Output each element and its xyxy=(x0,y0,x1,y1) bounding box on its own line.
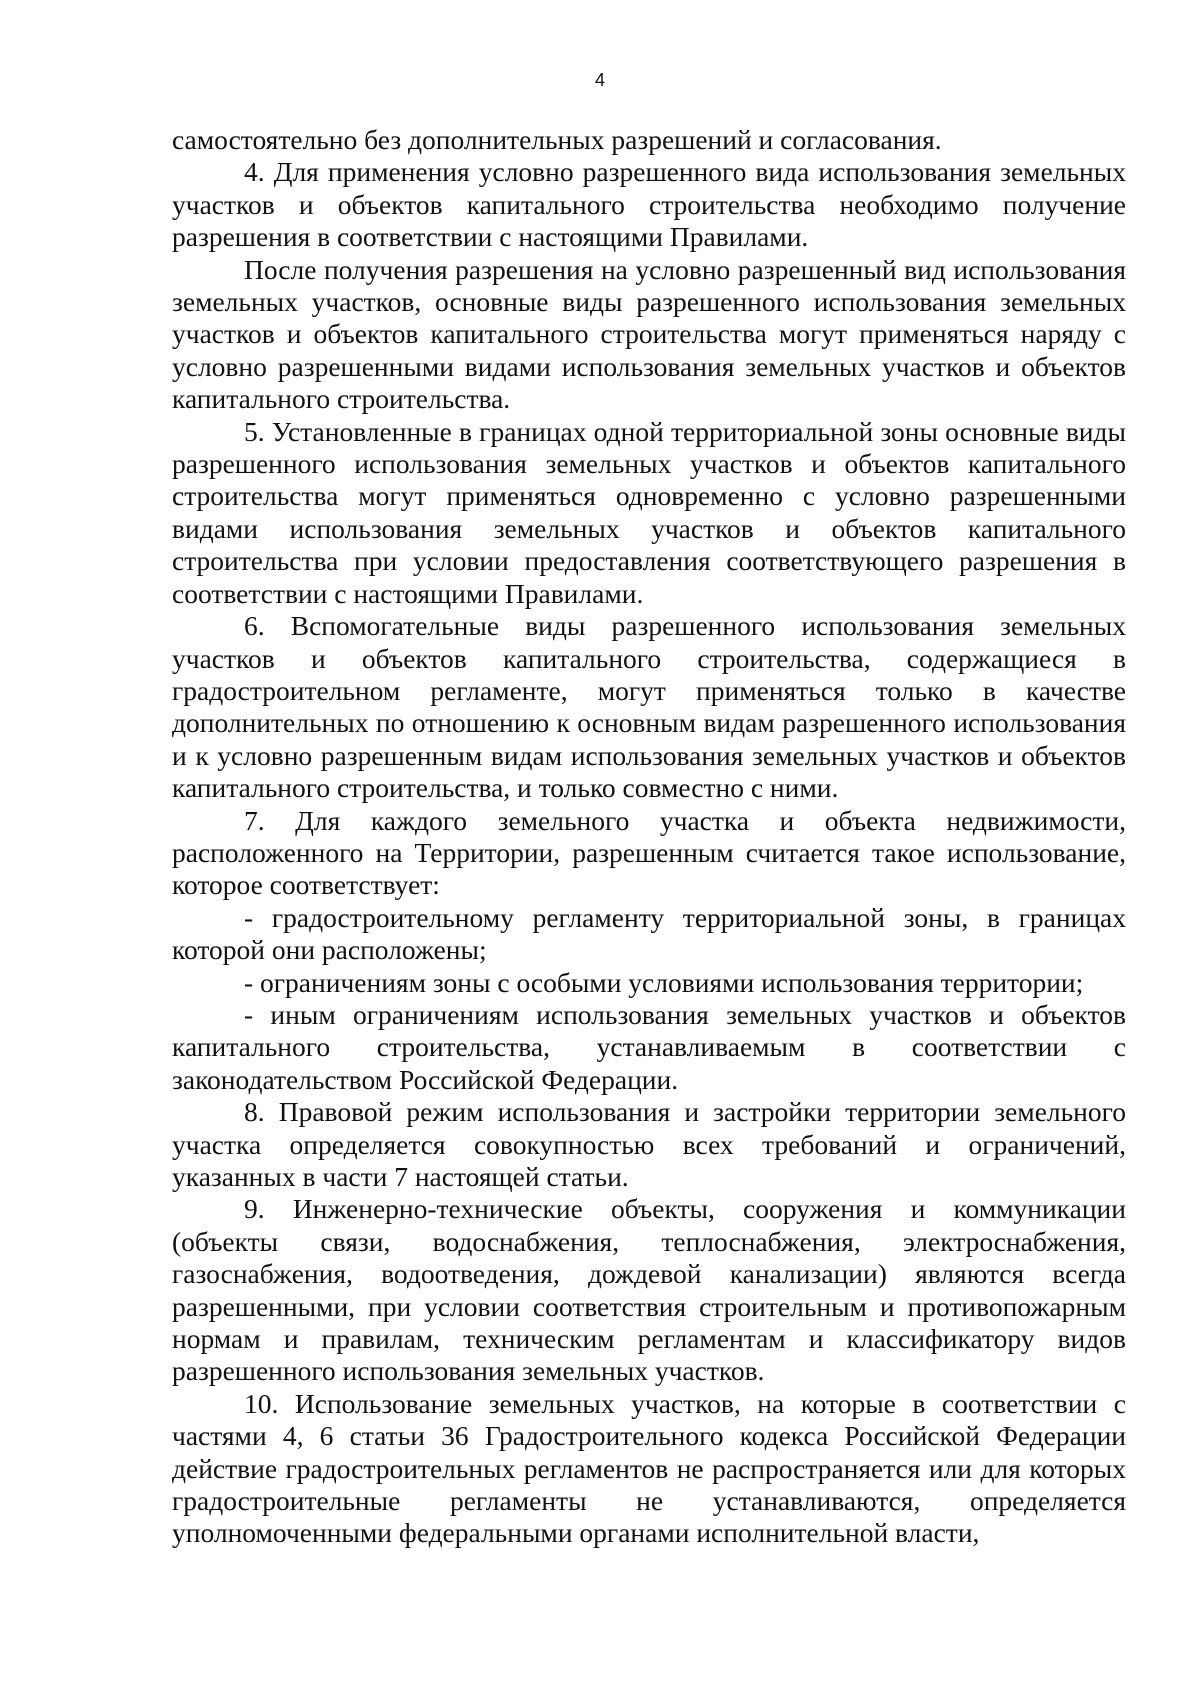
document-body xyxy=(172,124,1126,1550)
paragraph-continuation: самостоятельно без дополнительных разрешений и согласования. xyxy=(172,124,942,155)
page-number: 4 xyxy=(594,70,605,90)
paragraph-item-8: 8. Правовой режим использования и застройки территории земельного участка определяется совокупностью всех требований и ограничений, указанных в части 7 настоящей статьи. xyxy=(172,1096,1126,1192)
paragraph-item-5: 5. Установленные в границах одной территориальной зоны основные виды разрешенного использования земельных участков и объектов капитального строительства могут применяться одновременно с условно разрешенными видами использования земельных участков и объектов капитального строительства при условии предоставления соответствующего разрешения в соответствии с настоящими Правилами. xyxy=(172,415,1126,609)
list-item-zone-restrictions: - ограничениям зоны с особыми условиями использования территории; xyxy=(244,966,1084,998)
paragraph-item-4: 4. Для применения условно разрешенного вида использования земельных участков и объектов капитального строительства необходимо получение разрешения в соответствии с настоящими Правилами. xyxy=(172,156,1126,253)
paragraph-item-9: 9. Инженерно-технические объекты, сооружения и коммуникации (объекты связи, водоснабжения, теплоснабжения, электроснабжения, газоснабжения, водоотведения, дождевой канализации) являются всегда разрешенными, при условии соответствия строительным и противопожарным нормам и правилам, техническим регламентам и классификатору видов разрешенного использования земельных участков. xyxy=(172,1193,1126,1387)
paragraph-item-7: 7. Для каждого земельного участка и объекта недвижимости, расположенного на Территории, разрешенным считается такое использование, которое соответствует: xyxy=(172,804,1126,901)
list-item-other-restrictions: - иным ограничениям использования земельных участков и объектов капитального строительства, устанавливаемым в соответствии с законодательством Российской Федерации. xyxy=(172,998,1126,1095)
paragraph-after-permission: После получения разрешения на условно разрешенный вид использования земельных участков, основные виды разрешенного использования земельных участков и объектов капитального строительства могут применяться наряду с условно разрешенными видами использования земельных участков и объектов капитального строительства. xyxy=(172,253,1126,415)
paragraph-item-6: 6. Вспомогательные виды разрешенного использования земельных участков и объектов капитального строительства, содержащиеся в градостроительном регламенте, могут применяться только в качестве дополнительных по отношению к основным видам разрешенного использования и к условно разрешенным видам использования земельных участков и объектов капитального строительства, и только совместно с ними. xyxy=(172,610,1126,804)
paragraph-item-10: 10. Использование земельных участков, на которые в соответствии с частями 4, 6 статьи 36 Градостроительного кодекса Российской Федерации действие градостроительных регламентов не распространяется или для которых градостроительные регламенты не устанавливаются, определяется уполномоченными федеральными органами исполнительной власти, xyxy=(172,1387,1126,1549)
list-item-regulation: - градостроительному регламенту территориальной зоны, в границах которой они расположены; xyxy=(172,901,1126,966)
